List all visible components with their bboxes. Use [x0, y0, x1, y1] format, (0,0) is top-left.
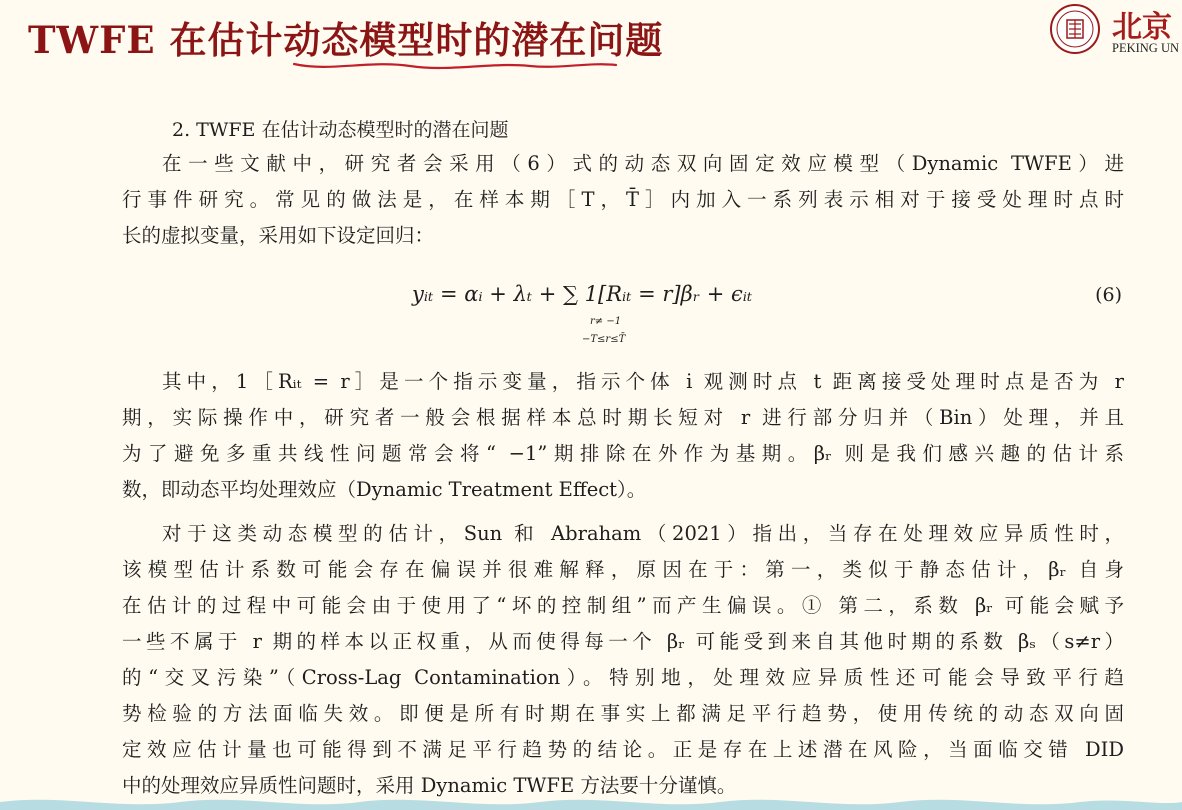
paragraph-line: 在一些文献中，研究者会采用（6）式的动态双向固定效应模型（Dynamic TWFE）进: [162, 152, 1124, 175]
paragraph-line: 数，即动态平均处理效应（Dynamic Treatment Effect）。: [122, 478, 647, 501]
equation-sum-range: −T≤r≤T̄: [582, 334, 626, 345]
logo-chinese-name: 北京: [1112, 10, 1172, 45]
equation-6: [412, 282, 1122, 352]
equation-sum-lower-index: r≠ −1: [590, 316, 622, 327]
paragraph-line: 中的处理效应异质性问题时，采用 Dynamic TWFE 方法要十分谨慎。: [122, 774, 737, 797]
paragraph-line: 的“交叉污染”（Cross-Lag Contamination）。特别地，处理效应异质性还可能会导致平行趋: [122, 666, 1124, 689]
paragraph-line: 为了避免多重共线性问题常会将“ −1”期排除在外作为基期。βᵣ 则是我们感兴趣的估计系: [122, 442, 1124, 465]
paragraph-line: 其中，1［Rᵢₜ = r］是一个指示变量，指示个体 i 观测时点 t 距离接受处理时点是否为 r: [162, 370, 1124, 393]
paragraph-1: [122, 146, 1124, 254]
title-underline: [290, 56, 620, 76]
equation-number: (6): [1095, 284, 1122, 306]
university-logo: [1046, 0, 1182, 60]
paragraph-line: 在估计的过程中可能会由于使用了“坏的控制组”而产生偏误。① 第二，系数 βᵣ 可能会赋予: [122, 594, 1124, 617]
slide-title: TWFE 在估计动态模型时的潜在问题: [28, 18, 664, 62]
bottom-wave-decoration: [0, 794, 1182, 810]
equation-main: yᵢₜ = αᵢ + λₜ + ∑ 1[Rᵢₜ = r]βᵣ + ϵᵢₜ: [412, 282, 753, 306]
paragraph-3: [122, 516, 1124, 804]
logo-english-name: PEKING UN: [1112, 41, 1180, 55]
paragraph-line: 对于这类动态模型的估计，Sun 和 Abraham（2021）指出，当存在处理效应异质性时，: [162, 522, 1124, 545]
paragraph-line: 该模型估计系数可能会存在偏误并很难解释，原因在于：第一，类似于静态估计，βᵣ 自身: [122, 558, 1124, 581]
paragraph-line: 定效应估计量也可能得到不满足平行趋势的结论。正是存在上述潜在风险，当面临交错 DID: [122, 738, 1124, 761]
paragraph-line: 一些不属于 r 期的样本以正权重，从而使得每一个 βᵣ 可能受到来自其他时期的系数 βₛ（s≠r）: [122, 630, 1124, 653]
university-seal-icon: [1050, 4, 1100, 54]
paragraph-line: 势检验的方法面临失效。即便是所有时期在事实上都满足平行趋势，使用传统的动态双向固: [122, 702, 1124, 725]
paragraph-line: 行事件研究。常见的做法是，在样本期［T，T̄］内加入一系列表示相对于接受处理时点时: [122, 188, 1124, 211]
paragraph-line: 期，实际操作中，研究者一般会根据样本总时期长短对 r 进行部分归并（Bin）处理，并且: [122, 406, 1124, 429]
section-heading: 2. TWFE 在估计动态模型时的潜在问题: [172, 119, 509, 141]
paragraph-2: [122, 364, 1124, 508]
paragraph-line: 长的虚拟变量，采用如下设定回归：: [122, 224, 435, 247]
